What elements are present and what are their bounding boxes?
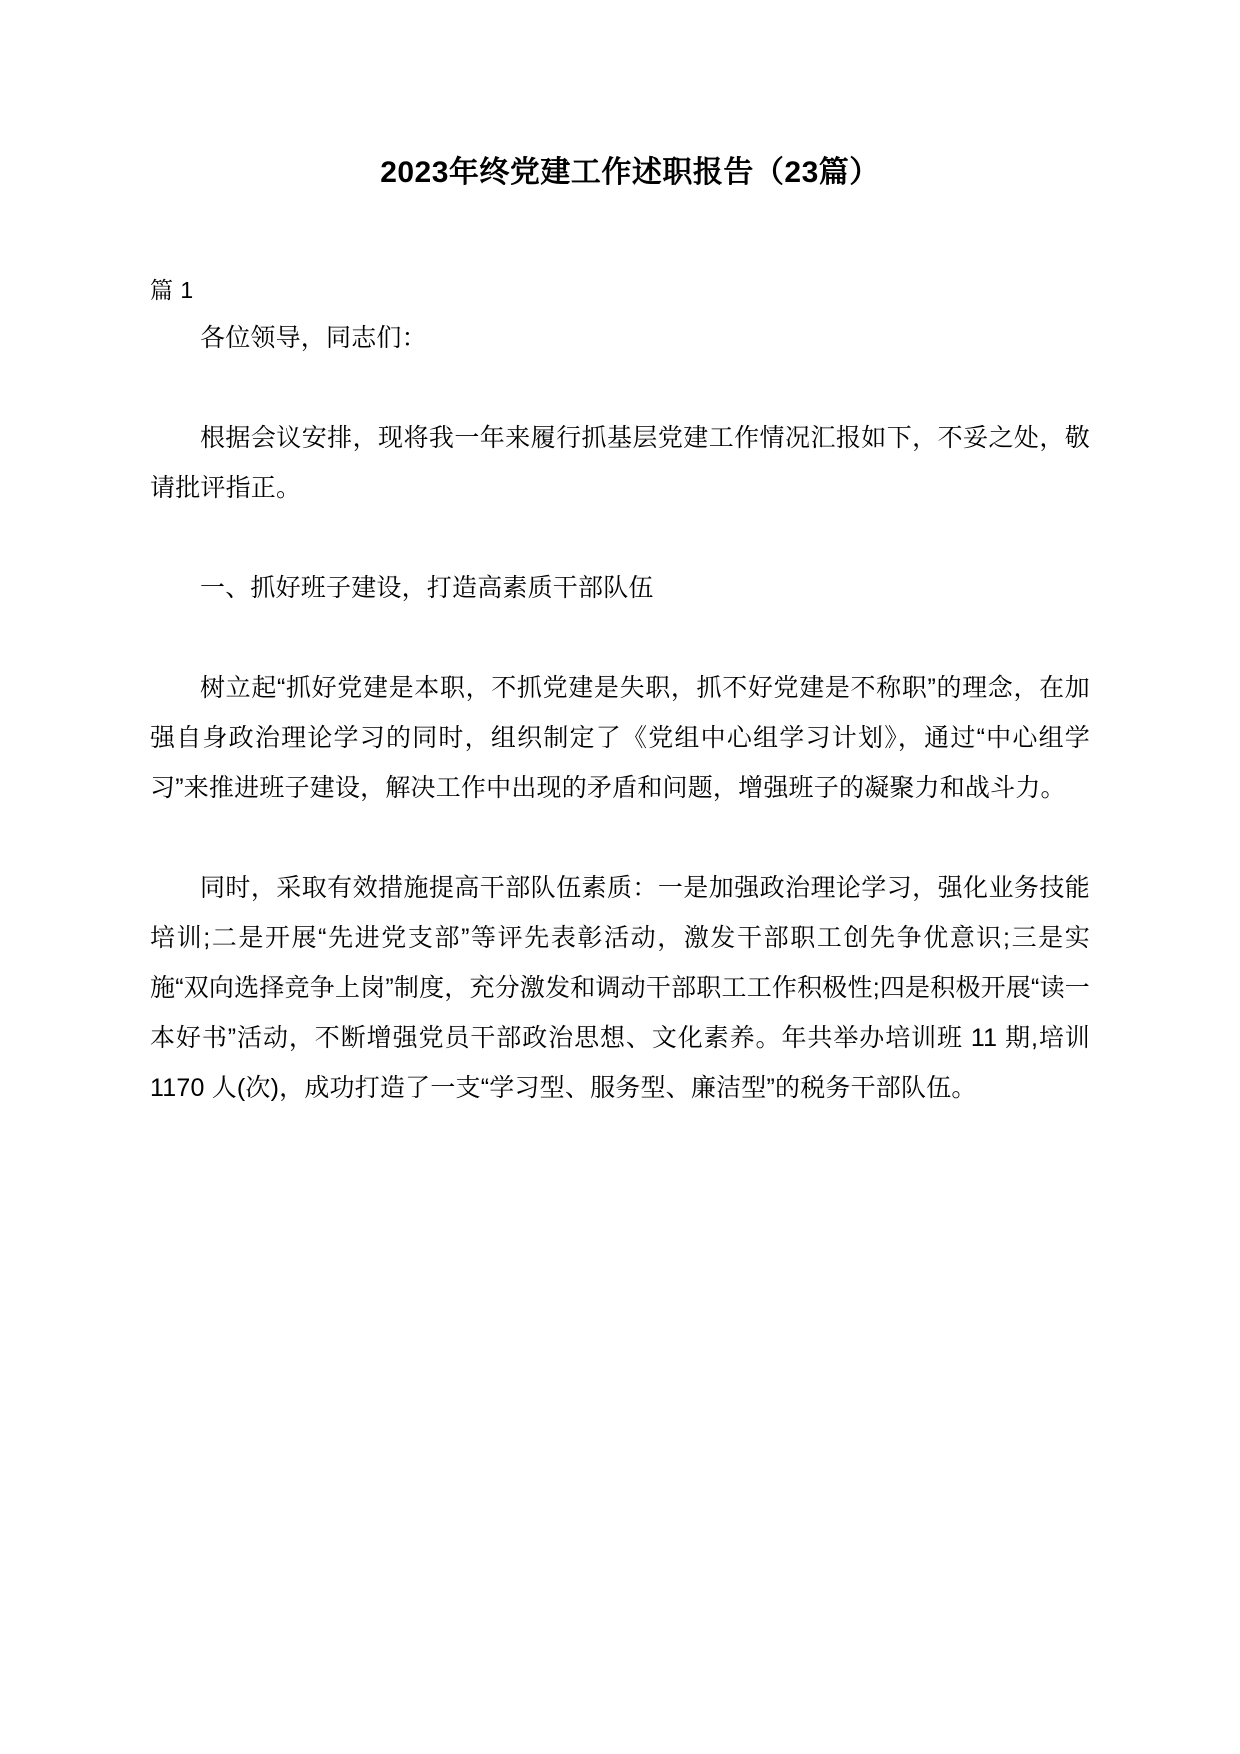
- section-marker-piece-1: 篇 1: [150, 277, 194, 303]
- paragraph-spacer: [150, 513, 1090, 563]
- heading-section-one: 一、抓好班子建设，打造高素质干部队伍: [200, 573, 654, 602]
- document-title: 2023年终党建工作述职报告（23篇）: [380, 156, 880, 189]
- paragraph-spacer: [150, 363, 1090, 413]
- paragraph-intro: 根据会议安排，现将我一年来履行抓基层党建工作情况汇报如下，不妥之处，敬请批评指正。: [150, 423, 1090, 502]
- paragraph-measures: 同时，采取有效措施提高干部队伍素质：一是加强政治理论学习，强化业务技能培训;二是开展“先进党支部”等评先表彰活动，激发干部职工创先争优意识;三是实施“双向选择竞争上岗”制度，充分激发和调动干部职工工作积极性;四是积极开展“读一本好书”活动，不断增强党员干部政治思想、文化素养。年共举办培训班 11 期,培训 1170 人(次)，成功打造了一支“学习型、服务型、廉洁型”的税务干部队伍。: [150, 873, 1090, 1102]
- paragraph-spacer: [150, 813, 1090, 863]
- paragraph-salutation: 各位领导，同志们：: [200, 323, 427, 352]
- paragraph-concept-building: 树立起“抓好党建是本职，不抓党建是失职，抓不好党建是不称职”的理念，在加强自身政治理论学习的同时，组织制定了《党组中心组学习计划》，通过“中心组学习”来推进班子建设，解决工作中出现的矛盾和问题，增强班子的凝聚力和战斗力。: [150, 673, 1090, 802]
- paragraph-spacer: [150, 613, 1090, 663]
